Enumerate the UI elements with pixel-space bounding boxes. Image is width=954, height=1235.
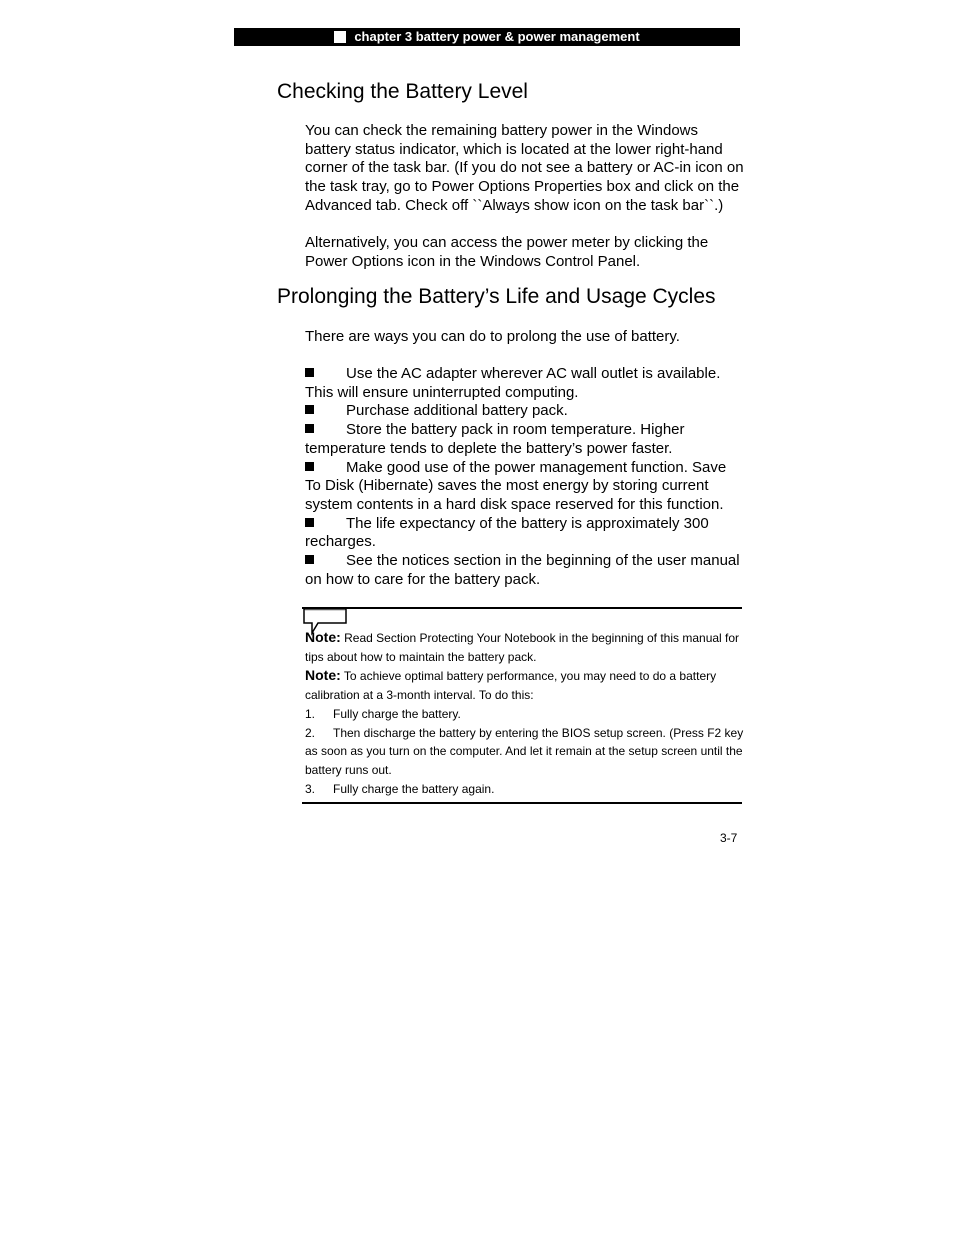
list-item: Make good use of the power management function. Save To Disk (Hibernate) saves the most energy by storing current system contents in a hard disk space reserved for this function. <box>305 458 727 513</box>
chapter-header-bar <box>234 28 740 46</box>
tips-list <box>305 365 745 589</box>
note-2 <box>305 666 745 704</box>
calibration-step: 2. Then discharge the battery by entering the BIOS setup screen. (Press F2 key as soon as you turn on the computer. And let it remain at the setup screen until the battery runs out. <box>305 725 744 777</box>
note-text: Read Section Protecting Your Notebook in the beginning of this manual for tips about how to maintain the battery pack. <box>305 631 740 664</box>
section-heading-battery-level: Checking the Battery Level <box>277 80 528 103</box>
note-text: To achieve optimal battery performance, you may need to do a battery calibration at a 3-month interval. To do this: <box>305 669 717 703</box>
note-label: Note: <box>305 667 341 684</box>
calibration-step: 3. Fully charge the battery again. <box>305 781 495 796</box>
chapter-title: chapter 3 battery power & power management <box>354 29 640 44</box>
note-content <box>305 628 745 798</box>
note-1 <box>305 628 745 666</box>
section-heading-prolonging: Prolonging the Battery’s Life and Usage Cycles <box>277 285 716 308</box>
square-bullet-icon <box>305 368 314 377</box>
list-item: See the notices section in the beginning of the user manual on how to care for the battery pack. <box>305 552 740 588</box>
square-bullet-icon <box>305 555 314 564</box>
square-bullet-icon <box>305 462 314 471</box>
page-number: 3-7 <box>720 831 738 845</box>
battery-level-paragraph: You can check the remaining battery power in the Windows battery status indicator, which is located at the lower right-hand corner of the task bar. (If you do not see a battery or AC-in icon on the task tray, go to Power Options Properties box and click on the Advanced tab. Check off ``Always show icon on the task bar``.) <box>305 122 744 214</box>
list-item: Use the AC adapter wherever AC wall outlet is available. This will ensure uninterrupted computing. <box>305 365 721 401</box>
list-item: Store the battery pack in room temperature. Higher temperature tends to deplete the battery’s power faster. <box>305 421 685 457</box>
square-bullet-icon <box>305 518 314 527</box>
list-item: The life expectancy of the battery is approximately 300 recharges. <box>305 514 709 551</box>
calibration-step: 1. Fully charge the battery. <box>305 706 461 721</box>
prolong-intro-paragraph: There are ways you can do to prolong the use of battery. <box>305 328 680 345</box>
square-bullet-icon <box>305 405 314 414</box>
list-item: Purchase additional battery pack. <box>305 402 745 421</box>
square-bullet-icon <box>305 424 314 433</box>
power-meter-paragraph: Alternatively, you can access the power meter by clicking the Power Options icon in the Windows Control Panel. <box>305 234 709 270</box>
square-bullet-icon <box>334 31 346 43</box>
note-label: Note: <box>305 629 341 645</box>
